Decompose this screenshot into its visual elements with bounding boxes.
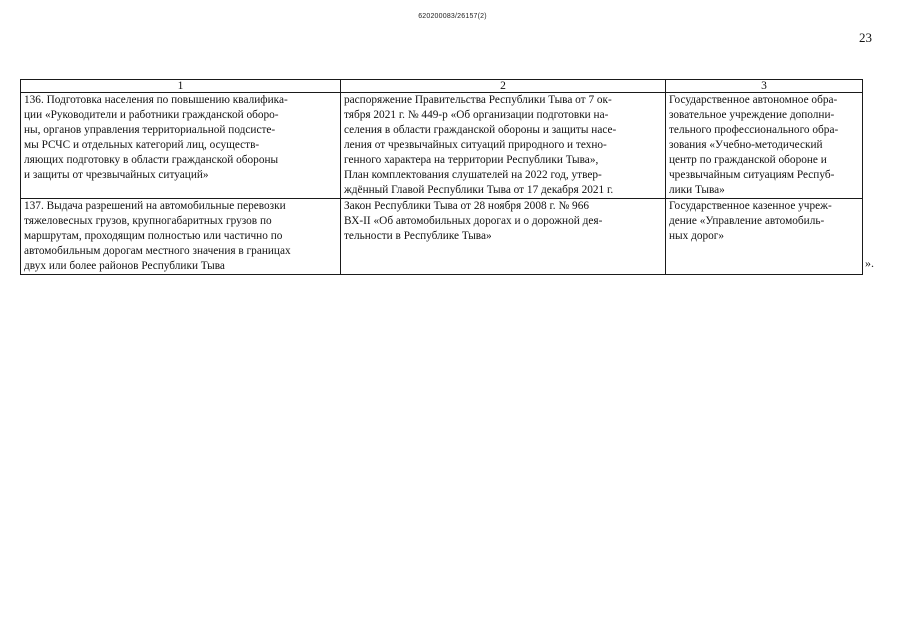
row-136-institution: Государственное автономное обра- зовательное учреждение дополни- тельного профессионального обра- зования «Учебно-методический центр по гражданской обороне и чрезвычайным ситуациям Респуб- лики Тыва» [666,93,863,199]
column-header-1: 1 [21,80,341,93]
table-row [21,93,863,199]
row-136-service-name: 136. Подготовка населения по повышению квалифика- ции «Руководители и работники гражданской оборо- ны, органов управления территориальной подсисте- мы РСЧС и отдельных категорий лиц, осуществ- ляющих подготовку в области гражданской обороны и защиты от чрезвычайных ситуаций» [21,93,341,199]
column-header-3: 3 [666,80,863,93]
table-header-row [21,80,863,93]
row-136-legal-basis: распоряжение Правительства Республики Тыва от 7 ок- тября 2021 г. № 449-р «Об организации подготовки на- селения в области гражданской обороны и защиты насе- ления от чрезвычайных ситуаций природного и техно- генного характера на территории Республики Тыва», План комплектования слушателей на 2022 год, утвер- ждённый Главой Республики Тыва от 17 декабря 2021 г. [341,93,666,199]
services-table [20,79,863,275]
page-number: 23 [859,30,872,45]
row-137-service-name: 137. Выдача разрешений на автомобильные перевозки тяжеловесных грузов, крупногабаритных грузов по маршрутам, проходящим полностью или частично по автомобильным дорогам местного значения в границах двух или более районов Республики Тыва [21,199,341,275]
column-header-2: 2 [341,80,666,93]
row-137-legal-basis: Закон Республики Тыва от 28 ноября 2008 г. № 966 ВХ-II «Об автомобильных дорогах и о дорожной дея- тельности в Республике Тыва» [341,199,666,275]
closing-quote-mark: ». [865,256,874,270]
row-137-institution: Государственное казенное учреж- дение «Управление автомобиль- ных дорог» [666,199,863,275]
table-row [21,199,863,275]
document-id: 620200083/26157(2) [418,13,487,20]
